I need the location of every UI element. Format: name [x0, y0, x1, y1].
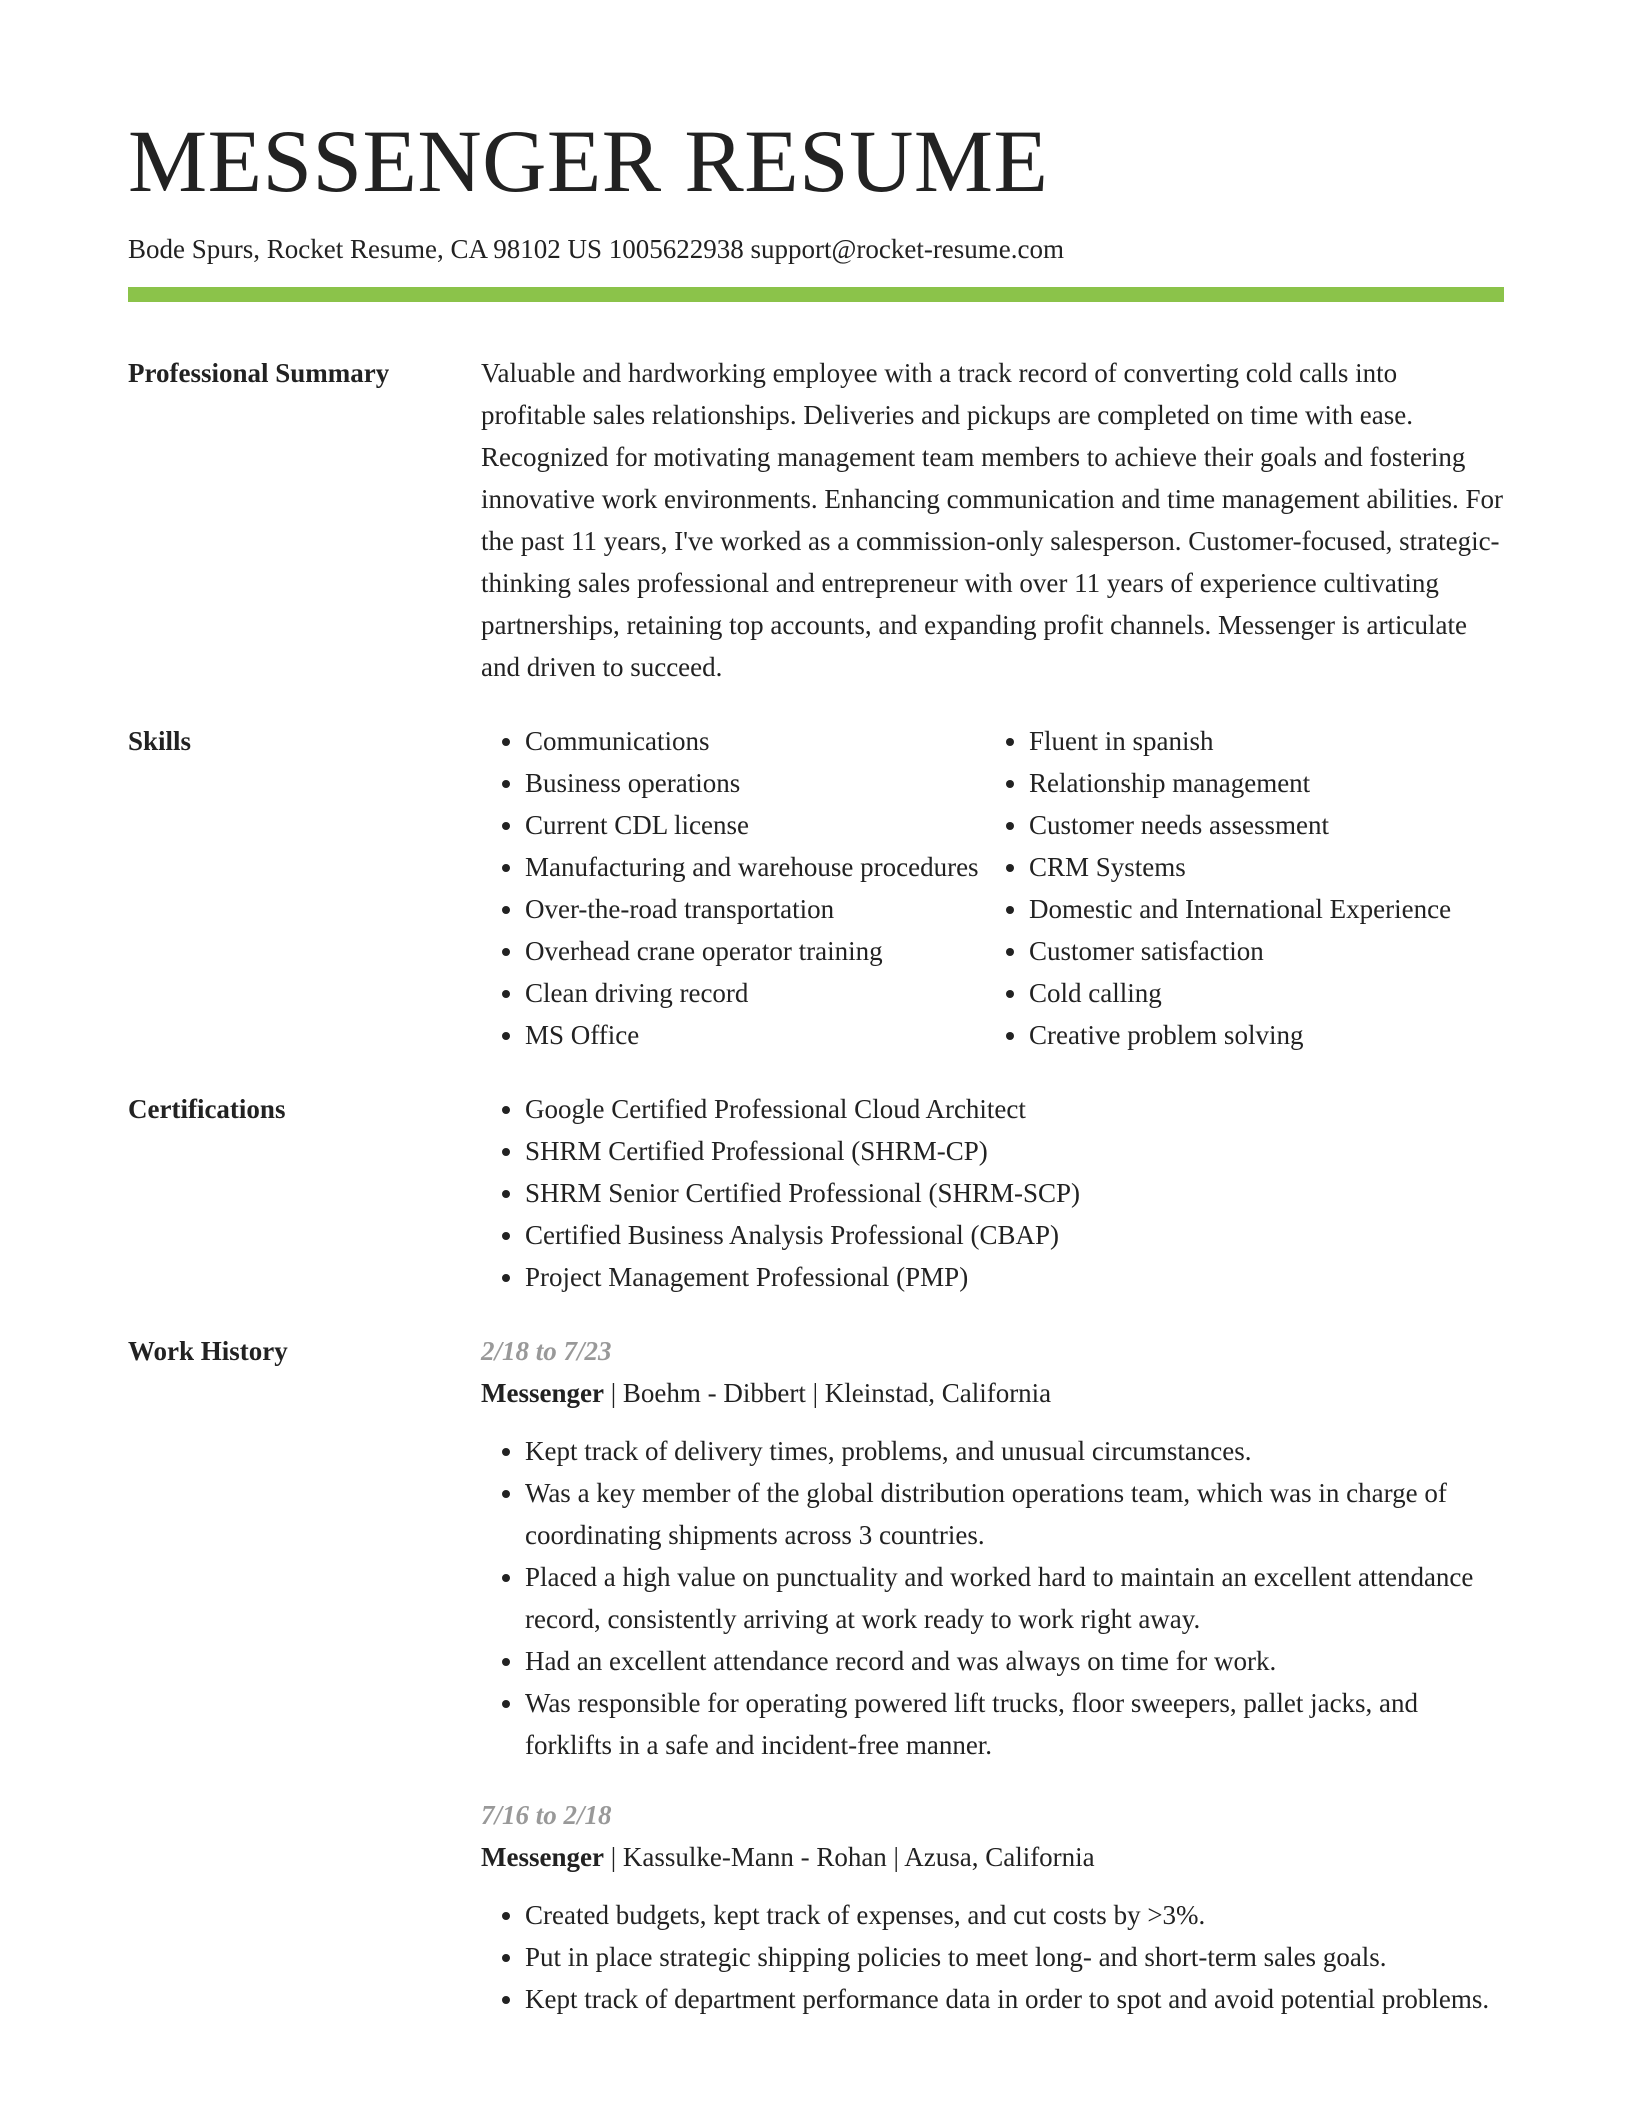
job-bullet-list [481, 1430, 1504, 1766]
skill-item: • CRM Systems [1029, 846, 1504, 888]
job-bullet: • Put in place strategic shipping policies to meet long- and short-term sales goals. [525, 1936, 1504, 1978]
section-label-skills: Skills [128, 726, 192, 757]
skill-item: • Relationship management [1029, 762, 1504, 804]
job-bullet: • Placed a high value on punctuality and worked hard to maintain an excellent attendance record, consistently arriving at work ready to work right away. [525, 1556, 1504, 1640]
job-bullet: • Kept track of department performance data in order to spot and avoid potential problems. [525, 1978, 1504, 2020]
work-history-section [128, 1330, 1504, 2020]
skill-item: • Manufacturing and warehouse procedures [525, 846, 985, 888]
job-employer-location: | Boehm - Dibbert | Kleinstad, California [603, 1378, 1052, 1409]
skill-item: • Overhead crane operator training [525, 930, 985, 972]
job-entry [481, 1794, 1504, 2020]
work-history-body [481, 1330, 1504, 2020]
section-label-work-history: Work History [128, 1336, 288, 1367]
skill-item: • Clean driving record [525, 972, 985, 1014]
summary-text: Valuable and hardworking employee with a track record of converting cold calls into profitable sales relationships. Deliveries and pickups are completed on time with ease. Recognized for motivating management team members to achieve their goals and fostering innovative work environments. Enhancing communication and time management abilities. For the past 11 years, I've worked as a commission-only salesperson. Customer-focused, strategic-thinking sales professional and entrepreneur with over 11 years of experience cultivating partnerships, retaining top accounts, and expanding profit channels. Messenger is articulate and driven to succeed. [481, 358, 1504, 683]
skills-column-left [481, 720, 985, 1056]
skill-item: • Cold calling [1029, 972, 1504, 1014]
skill-item: • Fluent in spanish [1029, 720, 1504, 762]
certifications-body [481, 1088, 1504, 1298]
skill-item: • Domestic and International Experience [1029, 888, 1504, 930]
job-date: 7/16 to 2/18 [481, 1800, 612, 1831]
job-bullet: • Was a key member of the global distribution operations team, which was in charge of coordinating shipments across 3 countries. [525, 1472, 1504, 1556]
certifications-section [128, 1088, 1504, 1298]
skill-item: • Communications [525, 720, 985, 762]
accent-divider [128, 287, 1504, 302]
job-bullet: • Kept track of delivery times, problems, and unusual circumstances. [525, 1430, 1504, 1472]
certification-item: • SHRM Senior Certified Professional (SHRM-SCP) [525, 1172, 1504, 1214]
skills-body [481, 720, 1504, 1056]
certifications-list [481, 1088, 1504, 1298]
job-entry [481, 1330, 1504, 1766]
summary-section [128, 352, 1504, 688]
skills-column-right [985, 720, 1504, 1056]
summary-body [481, 352, 1504, 688]
skill-item: • Business operations [525, 762, 985, 804]
job-bullet: • Was responsible for operating powered lift trucks, floor sweepers, pallet jacks, and forklifts in a safe and incident-free manner. [525, 1682, 1504, 1766]
skills-list-left [481, 720, 985, 1056]
job-heading [481, 1372, 1504, 1414]
job-title: Messenger [481, 1378, 604, 1409]
skills-list-right [985, 720, 1504, 1056]
skill-item: • Over-the-road transportation [525, 888, 985, 930]
certification-item: • Project Management Professional (PMP) [525, 1256, 1504, 1298]
job-heading [481, 1836, 1504, 1878]
job-bullet: • Created budgets, kept track of expenses, and cut costs by >3%. [525, 1894, 1504, 1936]
certification-item: • Google Certified Professional Cloud Architect [525, 1088, 1504, 1130]
resume-title: MESSENGER RESUME [128, 113, 1049, 211]
job-bullet: • Had an excellent attendance record and was always on time for work. [525, 1640, 1504, 1682]
contact-line: Bode Spurs, Rocket Resume, CA 98102 US 1005622938 support@rocket-resume.com [128, 234, 1065, 264]
certification-item: • SHRM Certified Professional (SHRM-CP) [525, 1130, 1504, 1172]
skill-item: • Customer satisfaction [1029, 930, 1504, 972]
skills-section [128, 720, 1504, 1056]
job-title: Messenger [481, 1842, 604, 1873]
skill-item: • Customer needs assessment [1029, 804, 1504, 846]
job-bullet-list [481, 1894, 1504, 2020]
skill-item: • MS Office [525, 1014, 985, 1056]
job-date: 2/18 to 7/23 [481, 1336, 612, 1367]
section-label-summary: Professional Summary [128, 358, 390, 389]
section-label-certifications: Certifications [128, 1094, 286, 1125]
skill-item: • Creative problem solving [1029, 1014, 1504, 1056]
certification-item: • Certified Business Analysis Professional (CBAP) [525, 1214, 1504, 1256]
skill-item: • Current CDL license [525, 804, 985, 846]
job-employer-location: | Kassulke-Mann - Rohan | Azusa, California [603, 1842, 1095, 1873]
